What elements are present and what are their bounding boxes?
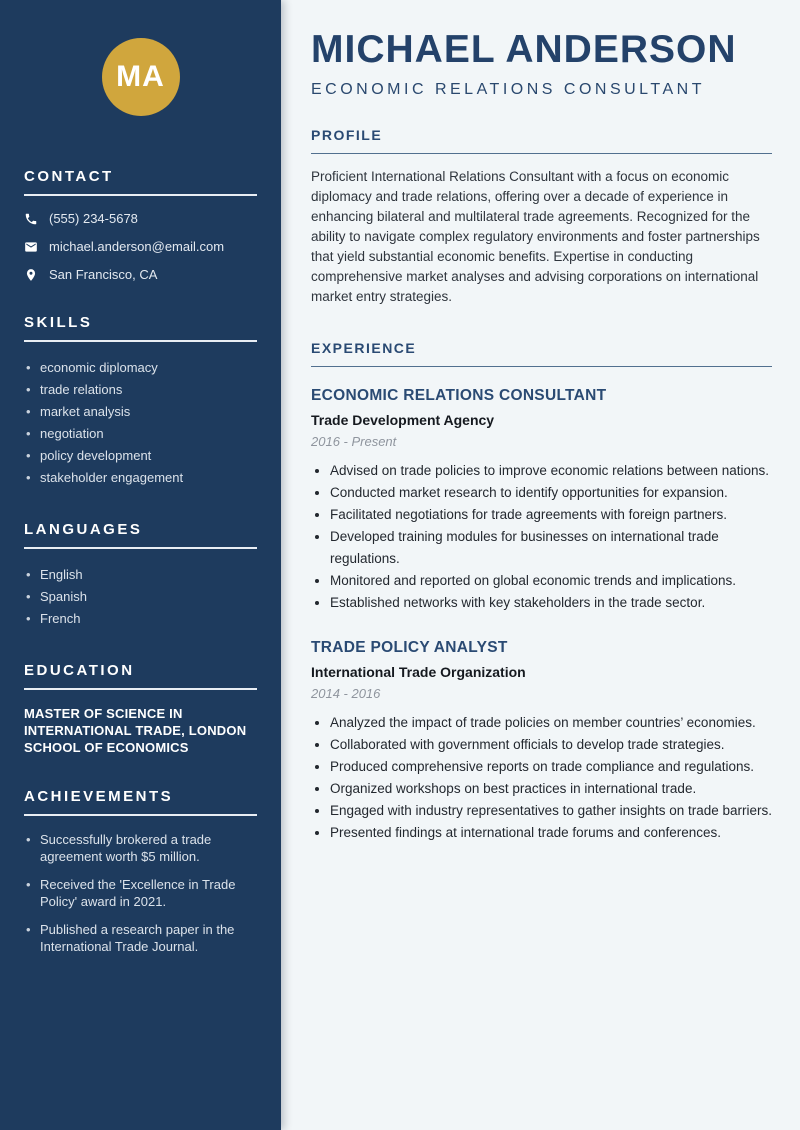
- avatar: [102, 38, 180, 116]
- experience-section: [311, 340, 772, 844]
- contact-heading: CONTACT: [24, 168, 114, 185]
- profile-heading: PROFILE: [311, 127, 772, 154]
- job-company: Trade Development Agency: [311, 411, 495, 428]
- job-subtitle: ECONOMIC RELATIONS CONSULTANT: [311, 80, 705, 98]
- contact-section: [24, 168, 257, 282]
- job-bullet: • Presented findings at international trade forums and conferences.: [330, 822, 772, 844]
- contact-email-text: michael.anderson@email.com: [49, 239, 225, 254]
- achievement-item: • Successfully brokered a trade agreement worth $5 million.: [24, 831, 257, 865]
- job-title: ECONOMIC RELATIONS CONSULTANT: [311, 386, 607, 404]
- job-bullet: • Monitored and reported on global economic trends and implications.: [330, 570, 772, 592]
- achievements-divider: [24, 814, 257, 816]
- phone-icon: [24, 212, 38, 226]
- job-entry: [311, 387, 772, 614]
- skills-divider: [24, 340, 257, 342]
- sidebar: [0, 0, 281, 1130]
- job-bullet-list: [311, 712, 772, 844]
- education-heading: EDUCATION: [24, 662, 135, 679]
- contact-phone-text: (555) 234-5678: [49, 211, 138, 226]
- location-icon: [24, 268, 38, 282]
- skill-item: • market analysis: [24, 401, 257, 423]
- job-company: International Trade Organization: [311, 663, 526, 680]
- job-bullet: • Developed training modules for businesses on international trade regulations.: [330, 526, 772, 570]
- profile-section: [311, 127, 772, 307]
- skill-item: • economic diplomacy: [24, 357, 257, 379]
- languages-divider: [24, 547, 257, 549]
- achievements-list: [24, 831, 257, 955]
- job-dates: 2014 - 2016: [311, 685, 381, 701]
- skill-item: • policy development: [24, 445, 257, 467]
- page-title: MICHAEL ANDERSON: [311, 28, 737, 71]
- language-item: • English: [24, 564, 257, 586]
- experience-heading: EXPERIENCE: [311, 340, 772, 367]
- contact-item-phone: [24, 211, 257, 226]
- contact-list: [24, 211, 257, 282]
- skills-list: [24, 357, 257, 489]
- achievement-item: • Received the 'Excellence in Trade Policy' award in 2021.: [24, 876, 257, 910]
- job-bullet: • Conducted market research to identify opportunities for expansion.: [330, 482, 772, 504]
- job-bullet: • Facilitated negotiations for trade agreements with foreign partners.: [330, 504, 772, 526]
- job-dates: 2016 - Present: [311, 433, 397, 449]
- contact-item-email: [24, 239, 257, 254]
- job-bullet: • Engaged with industry representatives to gather insights on trade barriers.: [330, 800, 772, 822]
- education-divider: [24, 688, 257, 690]
- avatar-initials: MA: [116, 60, 165, 93]
- job-bullet: • Organized workshops on best practices in international trade.: [330, 778, 772, 800]
- education-degree: MASTER OF SCIENCE IN INTERNATIONAL TRADE, LONDON SCHOOL OF ECONOMICS: [24, 706, 247, 755]
- education-section: [24, 662, 257, 756]
- job-bullet: • Produced comprehensive reports on trade compliance and regulations.: [330, 756, 772, 778]
- job-bullet: • Established networks with key stakeholders in the trade sector.: [330, 592, 772, 614]
- job-bullet-list: [311, 460, 772, 614]
- job-bullet: • Analyzed the impact of trade policies on member countries’ economies.: [330, 712, 772, 734]
- achievement-item: • Published a research paper in the International Trade Journal.: [24, 921, 257, 955]
- email-icon: [24, 240, 38, 254]
- languages-section: [24, 521, 257, 630]
- language-item: • Spanish: [24, 586, 257, 608]
- languages-list: [24, 564, 257, 630]
- contact-divider: [24, 194, 257, 196]
- job-bullet: • Advised on trade policies to improve economic relations between nations.: [330, 460, 772, 482]
- language-item: • French: [24, 608, 257, 630]
- contact-location-text: San Francisco, CA: [49, 267, 158, 282]
- skill-item: • stakeholder engagement: [24, 467, 257, 489]
- skill-item: • trade relations: [24, 379, 257, 401]
- job-entry: [311, 639, 772, 844]
- job-bullet: • Collaborated with government officials to develop trade strategies.: [330, 734, 772, 756]
- profile-text: Proficient International Relations Consultant with a focus on economic diplomacy and trade relations, offering over a decade of experience in enhancing bilateral and multilateral trade agreements. Recognized for the ability to navigate complex regulatory environments and foster partnerships that yield substantial economic benefits. Expertise in conducting comprehensive market analyses and advising corporations on international market entry strategies.: [311, 168, 760, 304]
- skill-item: • negotiation: [24, 423, 257, 445]
- job-title: TRADE POLICY ANALYST: [311, 638, 508, 656]
- achievements-heading: ACHIEVEMENTS: [24, 788, 174, 805]
- main-content: [281, 0, 800, 1130]
- skills-heading: SKILLS: [24, 314, 93, 331]
- languages-heading: LANGUAGES: [24, 521, 143, 538]
- contact-item-location: [24, 267, 257, 282]
- skills-section: [24, 314, 257, 489]
- achievements-section: [24, 788, 257, 955]
